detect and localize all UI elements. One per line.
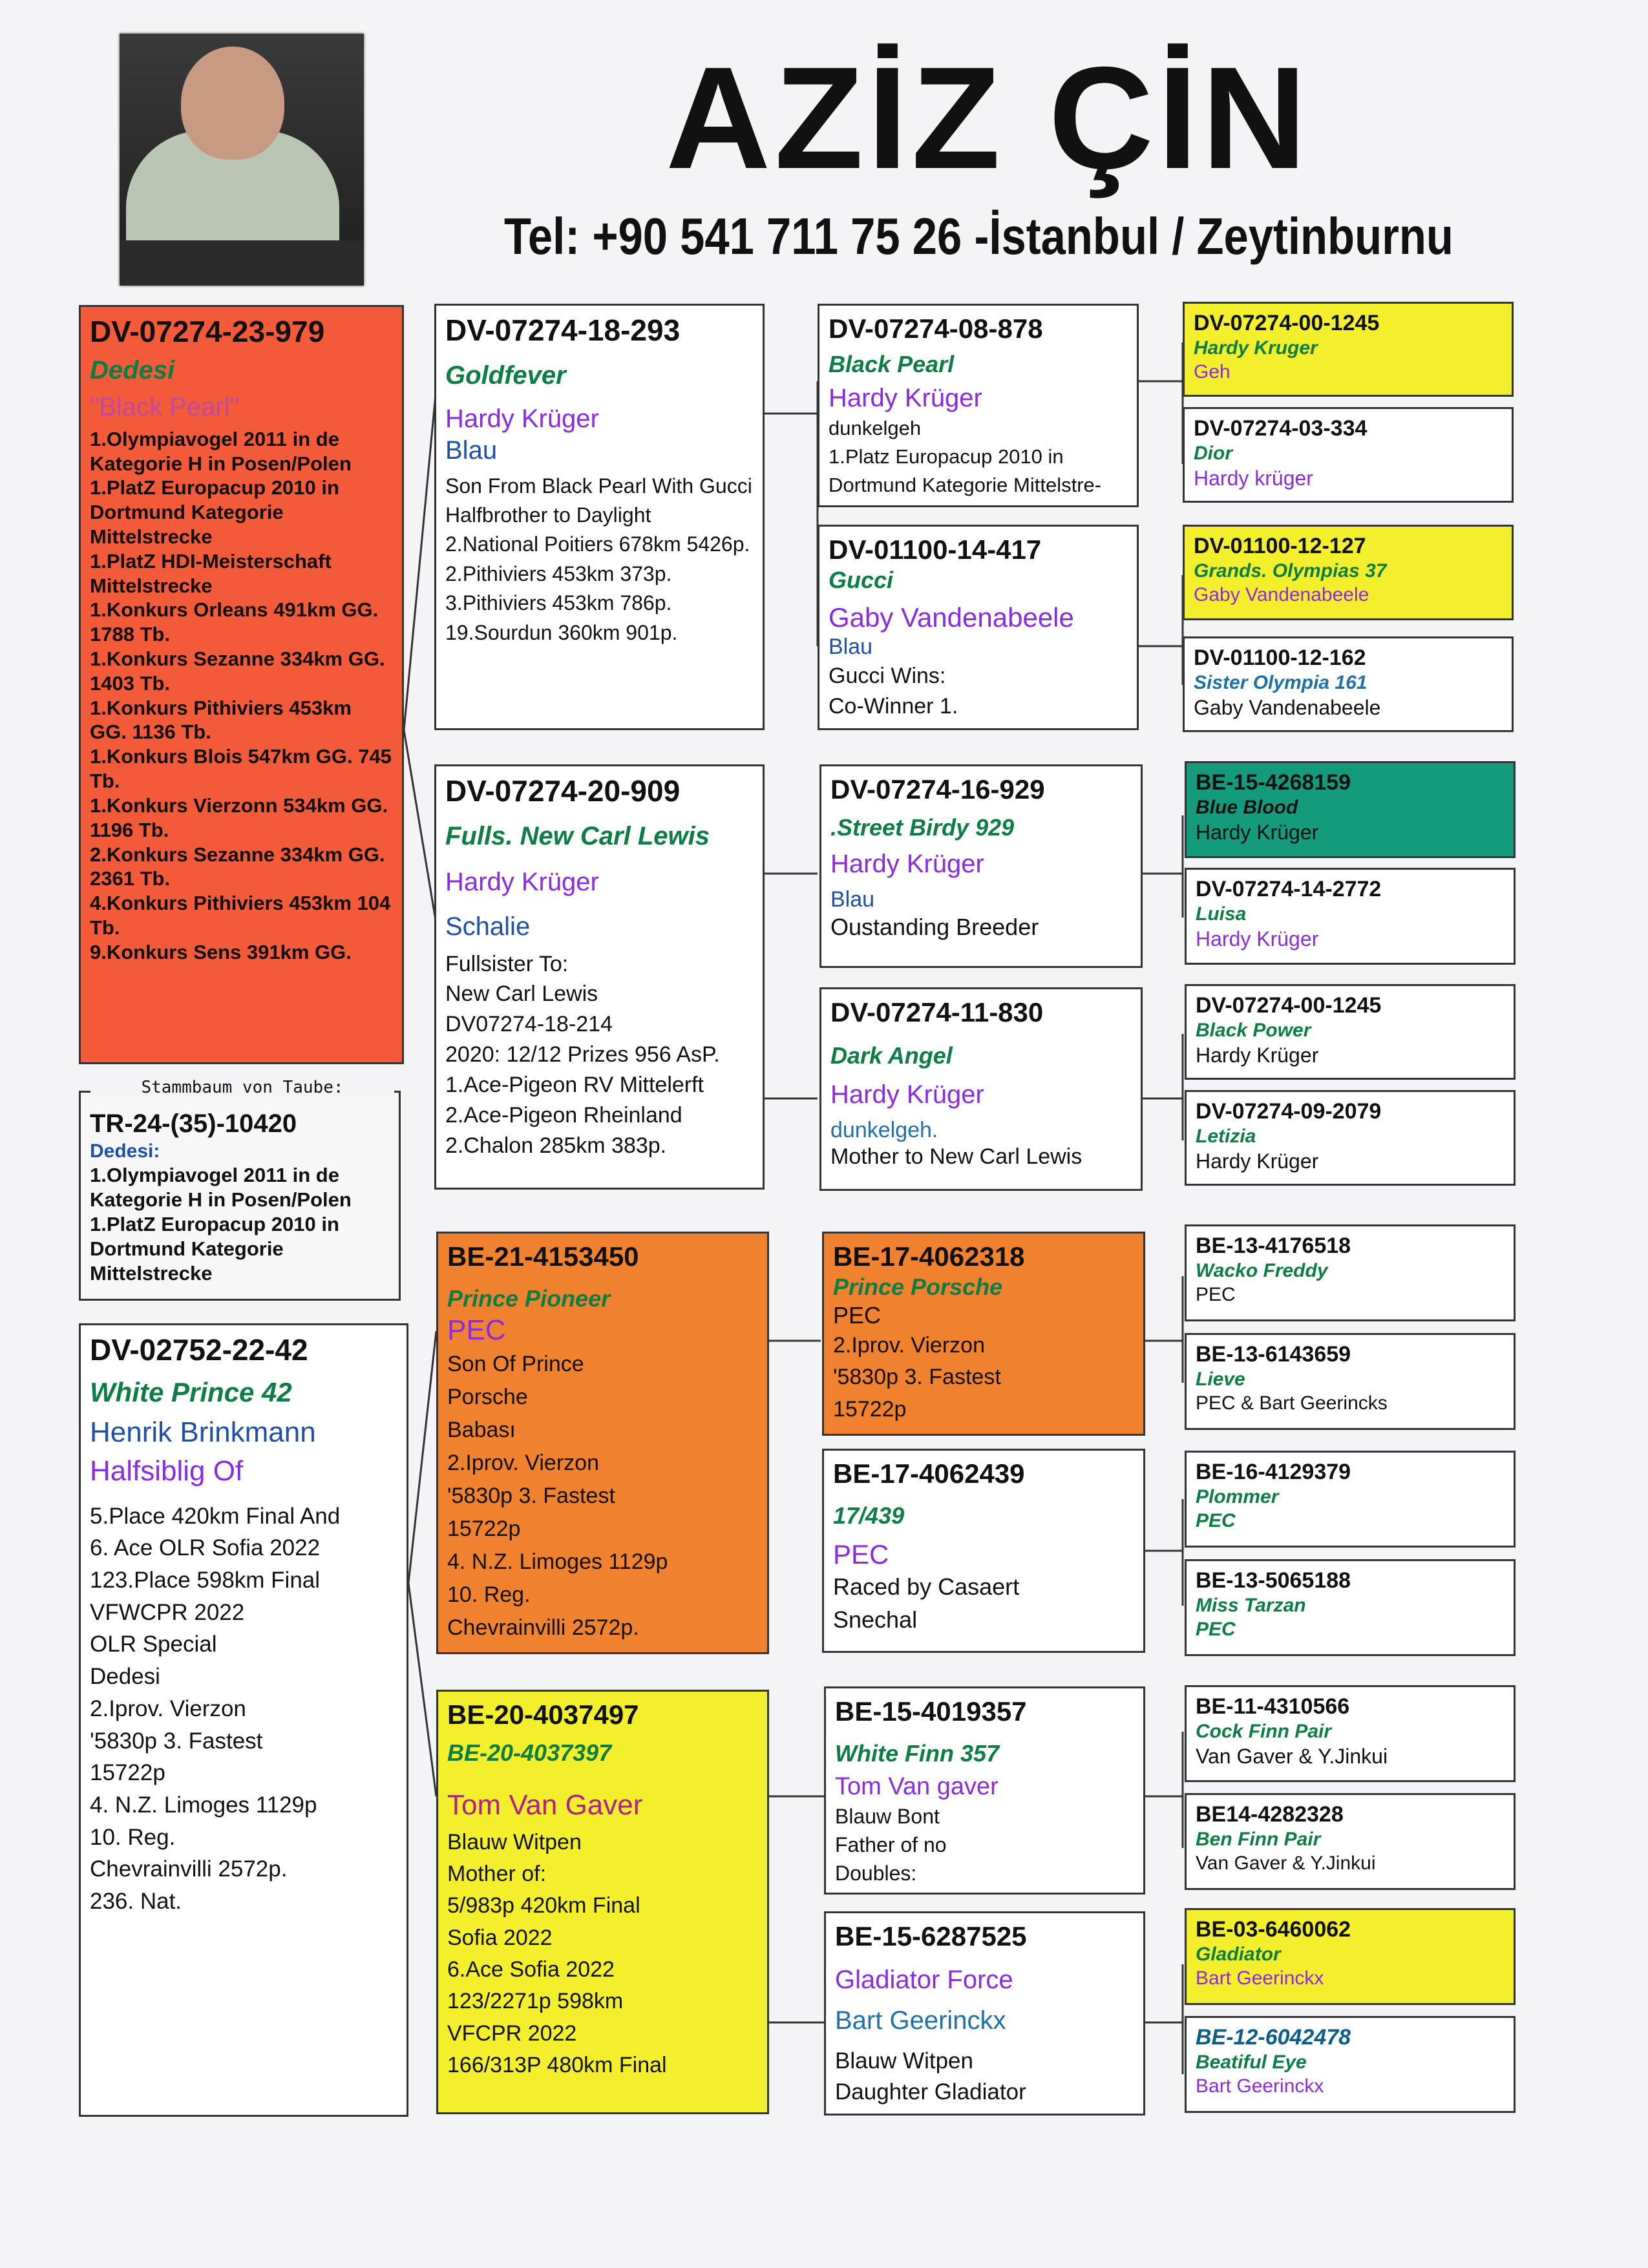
bird-id: DV-07274-09-2079 bbox=[1196, 1099, 1382, 1124]
bird-notes: dunkelgeh 1.Platz Europacup 2010 in Dortmund Kategorie Mittelstre- bbox=[829, 416, 1102, 496]
bird-name: Miss Tarzan bbox=[1196, 1595, 1306, 1617]
gen3-card bbox=[818, 525, 1139, 730]
bird-owner: Van Gaver & Y.Jinkui bbox=[1196, 1745, 1388, 1769]
bird-notes: 5.Place 420km Final And 6. Ace OLR Sofia 2022 123.Place 598km Final VFWCPR 2022 OLR Special Dedesi 2.Iprov. Vierzon '5830p 3. Fastest 15722p 4. N.Z. Limoges 1129p 10. Reg. Chevrainvilli 2572p. 236. Nat. bbox=[90, 1503, 341, 1914]
bird-name: 17/439 bbox=[833, 1502, 905, 1529]
bird-owner: Tom Van Gaver bbox=[447, 1789, 643, 1822]
bird-id: DV-07274-00-1245 bbox=[1196, 993, 1382, 1018]
bird-id: DV-07274-16-929 bbox=[830, 774, 1045, 804]
gen4-card bbox=[1185, 2016, 1516, 2113]
bird-notes: Blauw Bont Father of no Doubles: bbox=[835, 1804, 947, 1885]
gen2-card bbox=[434, 764, 765, 1190]
gen2-card bbox=[436, 1690, 769, 2114]
bird-name: Black Power bbox=[1196, 1020, 1311, 1042]
main-bird-card bbox=[79, 305, 404, 1064]
bird-notes: Blauw Witpen Daughter Gladiator bbox=[835, 2048, 1026, 2105]
bird-id: BE-03-6460062 bbox=[1196, 1917, 1351, 1942]
gen4-card bbox=[1185, 1224, 1516, 1321]
bird-id: DV-07274-23-979 bbox=[90, 315, 325, 348]
bird-owner: Bart Geerinckx bbox=[1196, 1968, 1324, 1990]
bird-id: BE-16-4129379 bbox=[1196, 1460, 1351, 1484]
bird-id: DV-01100-12-162 bbox=[1194, 646, 1366, 670]
bird-owner: PEC bbox=[833, 1539, 889, 1570]
gen3-card bbox=[819, 764, 1143, 968]
owner-photo bbox=[120, 34, 364, 286]
bird-name: Lieve bbox=[1196, 1369, 1245, 1391]
telephone-line: Tel: +90 541 711 75 26 -İstanbul / Zeytinburnu bbox=[504, 207, 1453, 265]
bird-id: BE-15-6287525 bbox=[835, 1921, 1027, 1951]
bird-id: BE-13-6143659 bbox=[1196, 1342, 1351, 1367]
bird-name: "Black Pearl" bbox=[90, 392, 239, 421]
bird-notes: 2.Iprov. Vierzon '5830p 3. Fastest 15722p bbox=[833, 1333, 1001, 1422]
bird-name: Wacko Freddy bbox=[1196, 1260, 1328, 1282]
page-title: AZİZ ÇİN bbox=[666, 36, 1311, 199]
bird-name: White Prince 42 bbox=[90, 1377, 292, 1408]
bird-name: Hardy Kruger bbox=[1194, 337, 1318, 359]
gen4-card bbox=[1185, 1685, 1516, 1782]
bird-owner: Bart Geerinckx bbox=[835, 2006, 1006, 2035]
bird-name: Sister Olympia 161 bbox=[1194, 672, 1368, 694]
bird-name: Luisa bbox=[1196, 903, 1247, 925]
gen4-card bbox=[1185, 1559, 1516, 1656]
bird-owner: Hardy Krüger bbox=[829, 384, 982, 413]
bird-id: DV-07274-03-334 bbox=[1194, 416, 1368, 441]
bird-name: Fulls. New Carl Lewis bbox=[445, 822, 710, 851]
bird-name: Gladiator bbox=[1196, 1944, 1281, 1966]
bird-owner: Van Gaver & Y.Jinkui bbox=[1196, 1853, 1376, 1874]
gen3-card bbox=[818, 304, 1139, 507]
bird-name: Goldfever bbox=[445, 361, 566, 390]
bird-color: Schalie bbox=[445, 912, 531, 941]
stammbaum-legend: Stammbaum von Taube: bbox=[90, 1078, 394, 1097]
bird-name: Black Pearl bbox=[829, 351, 955, 378]
bird-owner: Henrik Brinkmann bbox=[90, 1416, 316, 1449]
bird-id: BE14-4282328 bbox=[1196, 1802, 1344, 1827]
gen4-card bbox=[1183, 407, 1514, 503]
gen4-card bbox=[1183, 302, 1514, 397]
bird-name: Beatiful Eye bbox=[1196, 2052, 1307, 2074]
bird-id: DV-07274-08-878 bbox=[829, 313, 1043, 344]
bird-owner: Hardy Krüger bbox=[830, 1080, 984, 1109]
bird-notes: 1.Olympiavogel 2011 in de Kategorie H in Posen/Polen 1.PlatZ Europacup 2010 in Dortmund Kategorie Mittelstrecke 1.PlatZ HDI-Meisterschaft Mittelstrecke 1.Konkurs Orleans 491km GG. 1788 Tb. 1.Konkurs Sezanne 334km GG. 1403 Tb. 1.Konkurs Pithiviers 453km GG. 1136 Tb. 1.Konkurs Blois 547km GG. 745 Tb. 1.Konkurs Vierzonn 534km GG. 1196 Tb. 2.Konkurs Sezanne 334km GG. 2361 Tb. 4.Konkurs Pithiviers 453km 104 Tb. 9.Konkurs Sens 391km GG. bbox=[90, 427, 392, 963]
bird-notes: Son From Black Pearl With Gucci Halfbrother to Daylight 2.National Poitiers 678km 5426p. 2.Pithiviers 453km 373p. 3.Pithiviers 453km 786p. 19.Sourdun 360km 901p. bbox=[445, 474, 752, 644]
bird-owner: Gaby Vandenabeele bbox=[829, 602, 1074, 633]
gen4-card bbox=[1185, 984, 1516, 1080]
bird-owner: Hardy Krüger bbox=[1196, 821, 1319, 845]
gen4-card bbox=[1185, 761, 1516, 858]
bird-notes: 1.Olympiavogel 2011 in de Kategorie H in Posen/Polen 1.PlatZ Europacup 2010 in Dortmund Kategorie Mittelstrecke bbox=[90, 1164, 352, 1285]
bird-title: Dedesi: bbox=[90, 1140, 160, 1162]
bird-id: DV-01100-14-417 bbox=[829, 534, 1042, 565]
bird-id: DV-07274-11-830 bbox=[830, 997, 1044, 1027]
bird-id: DV-02752-22-42 bbox=[90, 1333, 308, 1367]
stammbaum-card bbox=[79, 1091, 401, 1301]
bird-owner: Hardy krüger bbox=[1194, 467, 1313, 490]
bird-owner: PEC bbox=[1196, 1284, 1236, 1306]
bird-owner: PEC bbox=[447, 1314, 506, 1347]
gen4-card bbox=[1183, 636, 1514, 732]
bird-name: White Finn 357 bbox=[835, 1740, 1000, 1767]
bird-owner: Gaby Vandenabeele bbox=[1194, 696, 1381, 720]
bird-notes: Gucci Wins: Co-Winner 1. bbox=[829, 663, 958, 719]
bird-owner: Geh bbox=[1194, 361, 1231, 383]
bird-id: TR-24-(35)-10420 bbox=[90, 1109, 297, 1138]
gen4-card bbox=[1185, 1333, 1516, 1430]
bird-id: BE-12-6042478 bbox=[1196, 2025, 1351, 2050]
bird-owner: Hardy Krüger bbox=[830, 850, 984, 879]
bird-id: DV-07274-14-2772 bbox=[1196, 877, 1382, 901]
bird-owner: Hardy Krüger bbox=[1196, 1044, 1319, 1067]
gen4-card bbox=[1185, 1793, 1516, 1890]
bird-name: Cock Finn Pair bbox=[1196, 1721, 1332, 1743]
gen4-card bbox=[1183, 525, 1514, 620]
bird-name: .Street Birdy 929 bbox=[830, 814, 1015, 841]
bird-id: DV-01100-12-127 bbox=[1194, 534, 1366, 558]
bird-color: dunkelgeh. bbox=[830, 1117, 938, 1142]
bird-owner: PEC & Bart Geerincks bbox=[1196, 1392, 1388, 1414]
bird-name: Letizia bbox=[1196, 1126, 1256, 1148]
bird-name: BE-20-4037397 bbox=[447, 1739, 612, 1767]
bird-name: Dior bbox=[1194, 443, 1232, 465]
bird-id: BE-13-5065188 bbox=[1196, 1568, 1351, 1593]
gen3-card bbox=[824, 1686, 1145, 1895]
bird-color: Blau bbox=[830, 887, 875, 912]
bird-name: Gladiator Force bbox=[835, 1966, 1013, 1995]
gen3-card bbox=[822, 1232, 1145, 1436]
bird-owner: Hardy Krüger bbox=[445, 867, 599, 896]
bird-notes: Fullsister To: New Carl Lewis DV07274-18-214 2020: 12/12 Prizes 956 AsP. 1.Ace-Pigeon RV Mittelerft 2.Ace-Pigeon Rheinland 2.Chalon 285km 383p. bbox=[445, 951, 720, 1158]
gen2-card bbox=[436, 1232, 769, 1654]
bird-owner: Hardy Krüger bbox=[445, 404, 599, 433]
gen3-card bbox=[824, 1911, 1145, 2116]
bird-owner: Bart Geerinckx bbox=[1196, 2075, 1324, 2097]
bird-owner: Gaby Vandenabeele bbox=[1194, 584, 1369, 606]
bird-name: Ben Finn Pair bbox=[1196, 1829, 1321, 1851]
bird-owner: Tom Van gaver bbox=[835, 1773, 998, 1801]
bird-extra: Halfsiblig Of bbox=[90, 1455, 244, 1487]
bird-owner: PEC bbox=[833, 1302, 882, 1329]
bird-owner: Hardy Krüger bbox=[1196, 927, 1319, 951]
bird-notes: Raced by Casaert Snechal bbox=[833, 1573, 1020, 1633]
bird-notes: Son Of Prince Porsche Babası 2.Iprov. Vierzon '5830p 3. Fastest 15722p 4. N.Z. Limoges 1129p 10. Reg. Chevrainvilli 2572p. bbox=[447, 1351, 668, 1640]
bird-owner: PEC bbox=[1196, 1510, 1236, 1532]
bird-id: BE-15-4019357 bbox=[835, 1696, 1027, 1727]
bird-name: Prince Porsche bbox=[833, 1274, 1003, 1301]
bird-owner: PEC bbox=[1196, 1619, 1236, 1641]
gen3-card bbox=[819, 987, 1143, 1191]
bird-color: Blau bbox=[445, 436, 498, 465]
gen4-card bbox=[1185, 1090, 1516, 1186]
bird-id: BE-20-4037497 bbox=[447, 1699, 639, 1730]
bird-id: DV-07274-18-293 bbox=[445, 313, 681, 347]
bird-name: Blue Blood bbox=[1196, 797, 1298, 819]
bird-name: Dark Angel bbox=[830, 1042, 953, 1069]
bird-id: BE-21-4153450 bbox=[447, 1241, 639, 1272]
bird-name: Prince Pioneer bbox=[447, 1285, 611, 1312]
bird-id: BE-11-4310566 bbox=[1196, 1694, 1350, 1719]
bird-id: BE-13-4176518 bbox=[1196, 1234, 1351, 1258]
bird-id: BE-15-4268159 bbox=[1196, 770, 1351, 795]
bird-color: Blau bbox=[829, 635, 873, 660]
bird-owner: Hardy Krüger bbox=[1196, 1150, 1319, 1173]
bird-id: BE-17-4062439 bbox=[833, 1458, 1025, 1489]
gen2-card bbox=[434, 304, 765, 730]
bird-name: Grands. Olympias 37 bbox=[1194, 560, 1387, 582]
dam-card bbox=[79, 1323, 408, 2117]
bird-title: Dedesi bbox=[90, 356, 175, 385]
bird-name: Gucci bbox=[829, 567, 894, 594]
bird-id: DV-07274-20-909 bbox=[445, 774, 681, 808]
gen4-card bbox=[1185, 868, 1516, 965]
bird-id: BE-17-4062318 bbox=[833, 1241, 1025, 1272]
gen3-card bbox=[822, 1449, 1145, 1653]
bird-name: Plommer bbox=[1196, 1486, 1279, 1508]
gen4-card bbox=[1185, 1451, 1516, 1548]
bird-notes: Blauw Witpen Mother of: 5/983p 420km Final Sofia 2022 6.Ace Sofia 2022 123/2271p 598km VFCPR 2022 166/313P 480km Final bbox=[447, 1829, 667, 2077]
bird-notes: Oustanding Breeder bbox=[830, 914, 1039, 941]
bird-notes: Mother to New Carl Lewis bbox=[830, 1144, 1083, 1170]
bird-id: DV-07274-00-1245 bbox=[1194, 311, 1380, 335]
gen4-card bbox=[1185, 1908, 1516, 2005]
